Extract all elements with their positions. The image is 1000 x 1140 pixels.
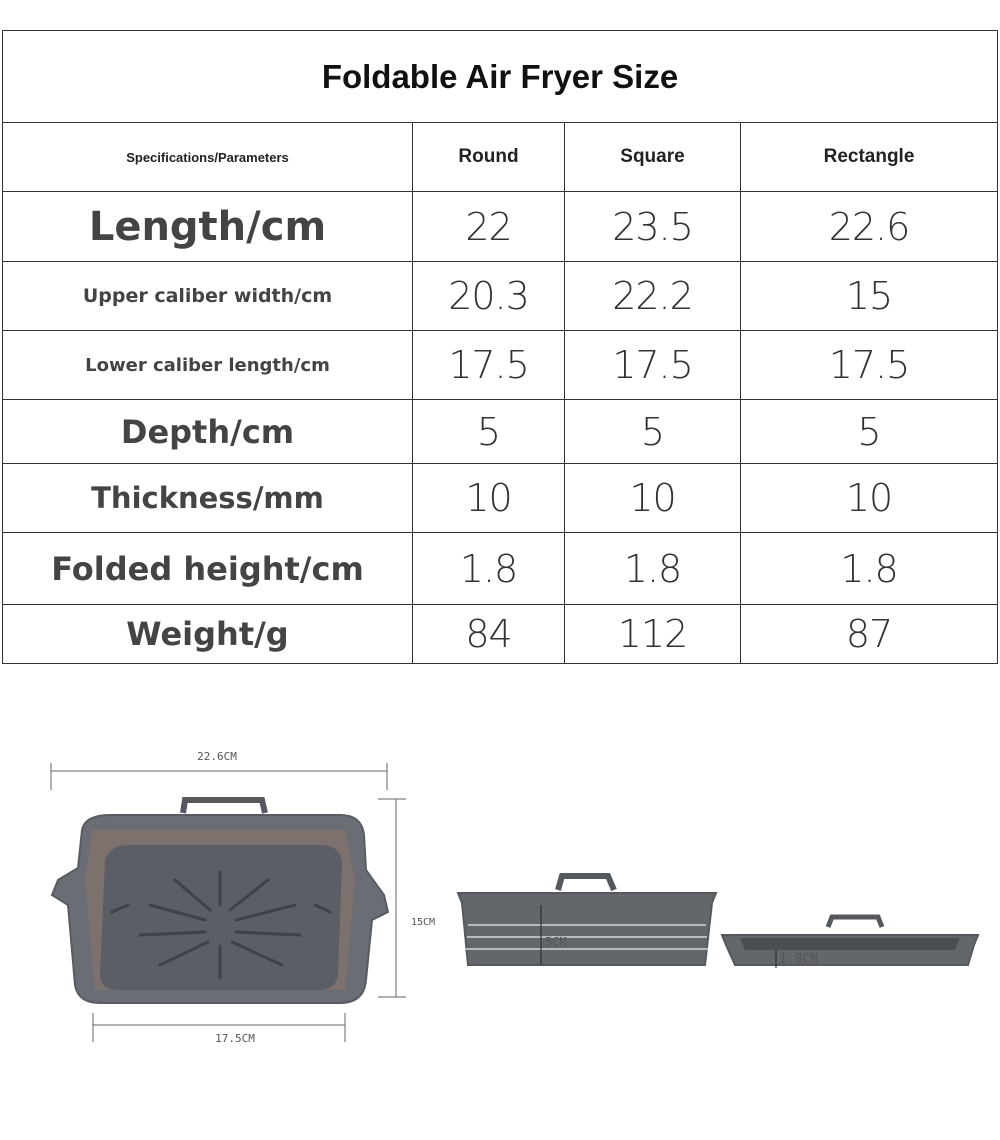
top-width-dimension (51, 763, 387, 790)
row-label: Lower caliber length/cm (3, 331, 413, 400)
row-label: Length/cm (3, 192, 413, 262)
value-round: 5 (413, 400, 565, 464)
header-rectangle: Rectangle (741, 123, 998, 192)
row-label: Folded height/cm (3, 533, 413, 605)
value-rectangle: 87 (741, 605, 998, 664)
height-label: 15CM (411, 917, 436, 928)
value-round: 10 (413, 464, 565, 533)
header-round: Round (413, 123, 565, 192)
basket-top-view (52, 800, 388, 1003)
table-row (3, 605, 998, 664)
table-row (3, 400, 998, 464)
value-rectangle: 1.8 (741, 533, 998, 605)
table-row (3, 262, 998, 331)
value-square: 10 (565, 464, 741, 533)
row-label: Depth/cm (3, 400, 413, 464)
row-label: Weight/g (3, 605, 413, 664)
top-width-label: 22.6CM (197, 750, 237, 763)
table-row (3, 533, 998, 605)
value-rectangle: 15 (741, 262, 998, 331)
header-square: Square (565, 123, 741, 192)
value-rectangle: 10 (741, 464, 998, 533)
table-row (3, 192, 998, 262)
row-label: Upper caliber width/cm (3, 262, 413, 331)
table-row (3, 464, 998, 533)
depth-label: 5CM (545, 935, 567, 949)
value-rectangle: 5 (741, 400, 998, 464)
value-rectangle: 17.5 (741, 331, 998, 400)
value-square: 17.5 (565, 331, 741, 400)
value-round: 17.5 (413, 331, 565, 400)
spec-table (2, 30, 998, 664)
value-square: 23.5 (565, 192, 741, 262)
bottom-width-label: 17.5CM (215, 1032, 255, 1045)
basket-side-view (458, 876, 716, 965)
value-square: 1.8 (565, 533, 741, 605)
table-title: Foldable Air Fryer Size (3, 31, 998, 123)
value-round: 1.8 (413, 533, 565, 605)
value-round: 20.3 (413, 262, 565, 331)
header-parameters: Specifications/Parameters (3, 123, 413, 192)
value-rectangle: 22.6 (741, 192, 998, 262)
value-round: 22 (413, 192, 565, 262)
basket-dimension-diagram (0, 690, 1000, 1140)
row-label: Thickness/mm (3, 464, 413, 533)
header-row (3, 123, 998, 192)
value-square: 22.2 (565, 262, 741, 331)
value-round: 84 (413, 605, 565, 664)
value-square: 5 (565, 400, 741, 464)
value-square: 112 (565, 605, 741, 664)
folded-height-label: 1.8CM (779, 952, 819, 967)
basket-folded-view (722, 917, 978, 968)
table-row (3, 331, 998, 400)
